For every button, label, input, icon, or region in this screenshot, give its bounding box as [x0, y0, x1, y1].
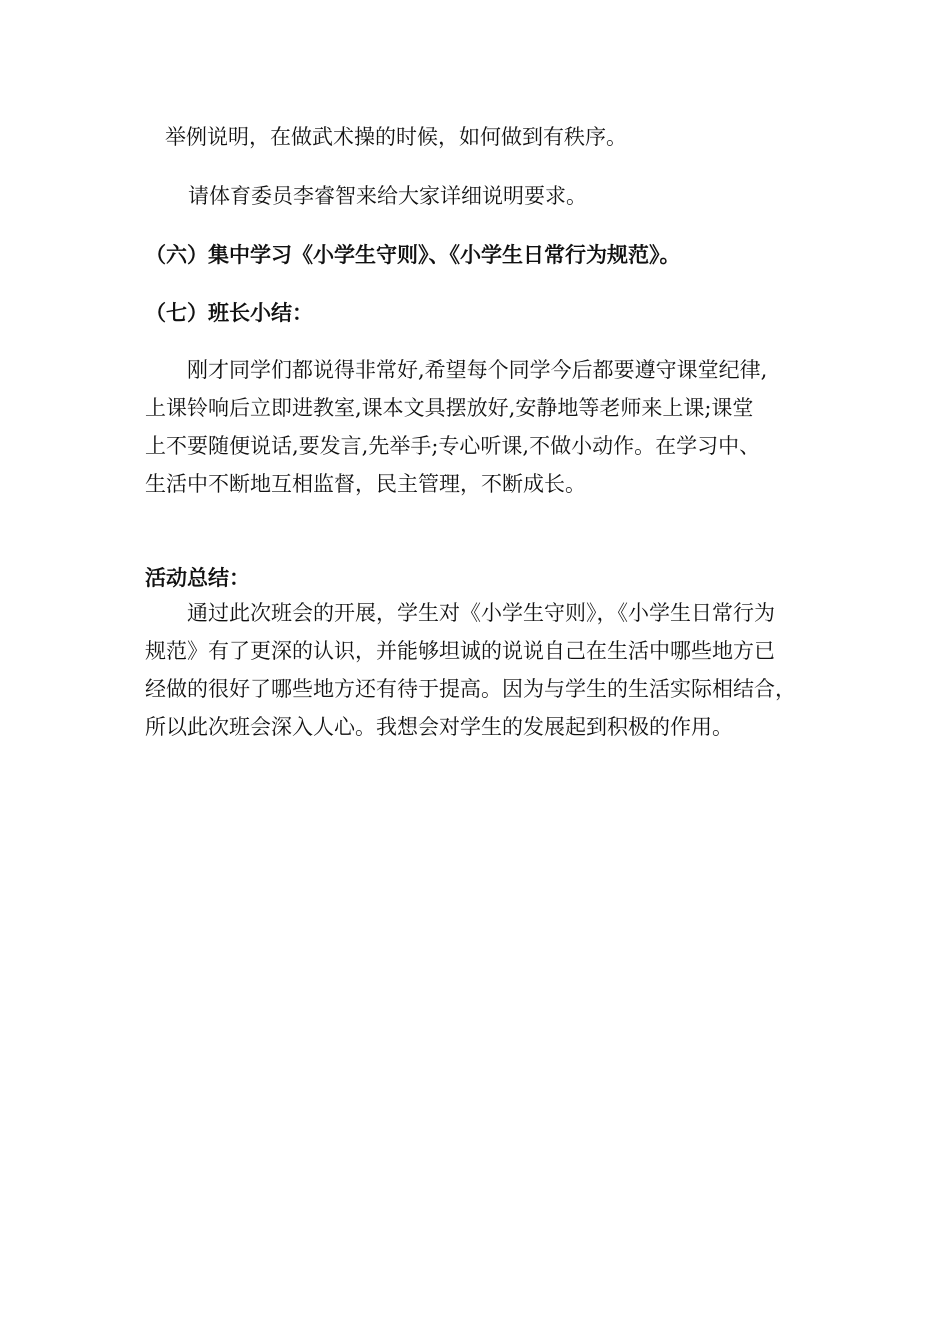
activity-line: 所以此次班会深入人心。我想会对学生的发展起到积极的作用。	[145, 715, 733, 739]
activity-summary-paragraph	[145, 594, 815, 746]
summary-line: 生活中不断地互相监督，民主管理，不断成长。	[145, 472, 586, 496]
example-instruction-line: 举例说明，在做武术操的时候，如何做到有秩序。	[165, 125, 627, 149]
activity-line: 通过此次班会的开展，学生对《小学生守则》，《小学生日常行为	[187, 601, 775, 625]
summary-line: 上不要随便说话,要发言,先举手;专心听课,不做小动作。在学习中、	[145, 434, 761, 458]
activity-line: 规范》有了更深的认识，并能够坦诚的说说自己在生活中哪些地方已	[145, 639, 775, 663]
monitor-summary-paragraph	[145, 351, 815, 503]
activity-line: 经做的很好了哪些地方还有待于提高。因为与学生的生活实际相结合，	[145, 677, 796, 701]
activity-summary-heading: 活动总结：	[145, 565, 250, 590]
summary-line: 刚才同学们都说得非常好,希望每个同学今后都要遵守课堂纪律,	[187, 358, 768, 382]
summary-line: 上课铃响后立即进教室,课本文具摆放好,安静地等老师来上课;课堂	[145, 396, 754, 420]
section-seven-heading: （七）班长小结：	[145, 300, 313, 325]
invite-instruction-line: 请体育委员李睿智来给大家详细说明要求。	[188, 184, 587, 208]
section-six-heading: （六）集中学习《小学生守则》、《小学生日常行为规范》。	[145, 242, 681, 267]
